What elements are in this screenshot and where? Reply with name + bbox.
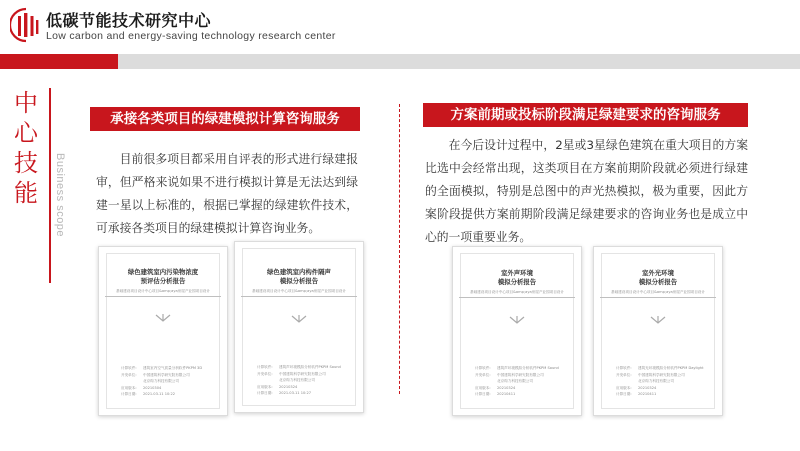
right-section-paragraph: 在今后设计过程中，2星或3星绿色建筑在重大项目的方案比选中会经常出现，这类项目在方案前期阶段就必须进行绿建的全面模拟，特别是总图中的声光热模拟，极为重要，因此方案阶段提供方案前期阶段满足绿建要求的咨询业务也是成立中心的一项重要业务。 (425, 138, 748, 244)
report-subtitle: 基础建设项目设计中心项目&amp;aya房屋产业园项目设计 (116, 289, 210, 293)
report-meta: 计算软件: 建筑光环境模拟分析软件PKPM Daylight 开发单位: 中国建筑科学研究院有限公司 北京构力科技有限公司 应用版本: 20210324 计算日期: 20210411 (616, 366, 704, 396)
report-rule (600, 297, 716, 298)
org-name-en: Low carbon and energy-saving technology research center (46, 30, 336, 42)
report-emblem-icon (155, 313, 171, 323)
business-scope-label: Business scope (54, 153, 66, 238)
report-title-line: 模拟分析报告 (638, 278, 678, 286)
vertical-title-char: 心 (14, 119, 38, 147)
report-title-line: 绿色建筑室内构件隔声 (267, 268, 331, 276)
report-meta: 计算软件: 建筑声环境模拟分析软件PKPM Sound 开发单位: 中国建筑科学研究院有限公司 北京构力科技有限公司 应用版本: 20210324 计算日期: 20210411 (475, 366, 559, 396)
report-title-line: 室外光环境 (642, 269, 674, 277)
report-title-line: 预评估分析报告 (140, 277, 186, 285)
section-vertical-title (12, 88, 40, 208)
vertical-accent-line (49, 88, 51, 283)
report-title-line: 模拟分析报告 (279, 277, 319, 285)
report-title-line: 室外声环境 (501, 269, 533, 277)
org-name: 低碳节能技术研究中心 (46, 11, 212, 30)
header-gray-bar (118, 54, 800, 69)
report-meta: 计算软件: 建筑室内空气质量分析软件PKPM 3D 开发单位: 中国建筑科学研究院有限公司 北京构力科技有限公司 应用版本: 20210304 计算日期: 2021.03.11 10:22 (121, 366, 203, 396)
report-meta: 计算软件: 建筑声环境模拟分析软件PKPM Sound 开发单位: 中国建筑科学研究院有限公司 北京构力科技有限公司 应用版本: 20210324 计算日期: 2021.03.11 10:27 (257, 365, 341, 395)
report-rule (105, 296, 221, 297)
report-emblem-icon (650, 315, 666, 325)
report-subtitle: 基础建设项目设计中心项目&amp;aya房屋产业园项目设计 (611, 290, 705, 294)
vertical-title-char: 技 (14, 149, 38, 177)
report-emblem-icon (509, 315, 525, 325)
building-columns-logo-icon (10, 7, 42, 43)
header-accent-bar (0, 54, 118, 69)
report-card-component-acoustic (234, 241, 364, 413)
vertical-title-char: 中 (14, 89, 38, 117)
vertical-title-char: 能 (14, 179, 38, 207)
left-section-paragraph: 目前很多项目都采用自评表的形式进行绿建报审，但严格来说如果不进行模拟计算是无法达到绿建一星以上标准的，根据已掌握的绿建软件技术，可承接各类项目的绿建模拟计算咨询业务。 (96, 152, 358, 235)
report-subtitle: 基础建设项目设计中心项目&amp;aya房屋产业园项目设计 (470, 290, 564, 294)
report-rule (459, 297, 575, 298)
report-card-outdoor-light (593, 246, 723, 416)
report-rule (241, 296, 357, 297)
report-card-indoor-pollutant (98, 246, 228, 416)
report-emblem-icon (291, 314, 307, 324)
report-card-outdoor-acoustic (452, 246, 582, 416)
report-title-line: 绿色建筑室内污染物浓度 (127, 268, 199, 276)
right-section-heading: 方案前期或投标阶段满足绿建要求的咨询服务 (423, 103, 748, 127)
left-section-heading: 承接各类项目的绿建模拟计算咨询服务 (90, 107, 360, 131)
report-subtitle: 基础建设项目设计中心项目&amp;aya房屋产业园项目设计 (252, 289, 346, 293)
section-divider (399, 104, 400, 394)
report-title-line: 模拟分析报告 (497, 278, 537, 286)
